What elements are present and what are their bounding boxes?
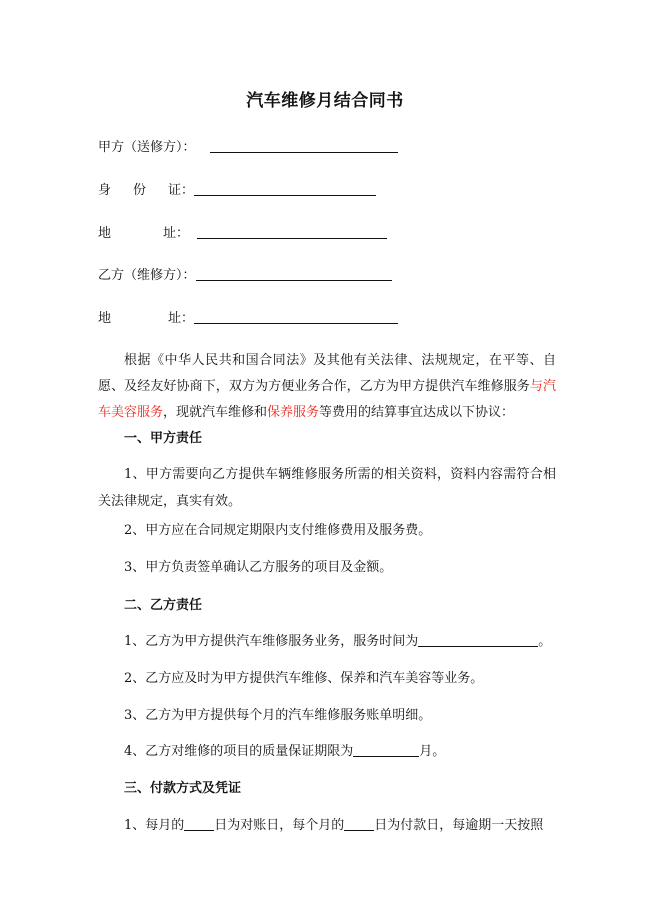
section-2-item-1-text: 1、乙方为甲方提供汽车维修服务业务，服务时间为: [124, 634, 419, 649]
section-2-item-3: 3、乙方为甲方提供每个月的汽车维修服务账单明细。: [124, 708, 432, 723]
section-1-heading: 一、甲方责任: [124, 431, 203, 446]
intro-text-1: 根据《中华人民共和国合同法》及其他有关法律、法规规定，在平等、自愿、及经友好协商下，双方为方便业务合作，乙方为甲方提供汽车维修服务: [98, 353, 556, 394]
id-blank[interactable]: [194, 181, 376, 196]
section-2-item-2: 2、乙方应及时为甲方提供汽车维修、保养和汽车美容等业务。: [124, 671, 484, 686]
section-3-item-1-text-a: 1、每月的: [124, 818, 185, 833]
party-b-label: 乙方（维修方）：: [98, 268, 196, 283]
address-a-label-char-2: 址：: [163, 226, 190, 241]
service-time-blank[interactable]: [418, 632, 538, 647]
section-3-item-1-text-b: 日为对账日，每个月的: [214, 818, 345, 833]
id-label-char-3: 证：: [168, 183, 195, 198]
section-2-item-4: [124, 742, 445, 762]
party-b-blank[interactable]: [196, 266, 392, 281]
id-field: [98, 181, 376, 201]
document-title: 汽车维修月结合同书: [246, 91, 404, 111]
address-b-label-char-1: 地: [98, 311, 112, 326]
section-3-heading: 三、付款方式及凭证: [124, 781, 242, 796]
address-b-label-char-2: 址：: [168, 311, 195, 326]
party-a-label: 甲方（送修方）：: [98, 140, 196, 155]
reconcile-day-blank[interactable]: [184, 816, 214, 831]
section-2-item-1-end: 。: [538, 634, 552, 649]
intro-text-3: 等费用的结算事宜达成以下协议：: [319, 405, 515, 420]
id-label-char-2: 份: [133, 183, 147, 198]
warranty-months-blank[interactable]: [353, 742, 419, 757]
section-1-item-2: 2、甲方应在合同规定期限内支付维修费用及服务费。: [124, 523, 432, 538]
intro-paragraph: [98, 348, 556, 426]
address-b-field: [98, 309, 398, 329]
intro-highlight-1: 与汽车美容服务: [98, 379, 556, 420]
intro-text-2: ，现就汽车维修和: [163, 405, 268, 420]
party-a-field: [98, 138, 398, 158]
section-1-item-3: 3、甲方负责签单确认乙方服务的项目及金额。: [124, 560, 393, 575]
address-a-label-char-1: 地: [98, 226, 112, 241]
id-label-char-1: 身: [98, 183, 112, 198]
party-a-blank[interactable]: [210, 138, 398, 153]
section-3-item-1: [124, 816, 543, 836]
payment-day-blank[interactable]: [344, 816, 374, 831]
section-2-item-1: [124, 632, 551, 652]
section-1-item-1: 1、甲方需要向乙方提供车辆维修服务所需的相关资料，资料内容需符合相关法律规定，真实有效。: [98, 467, 556, 509]
party-b-field: [98, 266, 392, 286]
address-a-blank[interactable]: [197, 224, 387, 239]
section-2-item-4-text: 4、乙方对维修的项目的质量保证期限为: [124, 744, 354, 759]
section-3-item-1-text-c: 日为付款日，每逾期一天按照: [374, 818, 544, 833]
intro-highlight-2: 保养服务: [267, 405, 320, 420]
address-a-field: [98, 224, 387, 244]
section-2-item-4-end: 月。: [419, 744, 446, 759]
section-2-heading: 二、乙方责任: [124, 598, 203, 613]
address-b-blank[interactable]: [194, 309, 398, 324]
